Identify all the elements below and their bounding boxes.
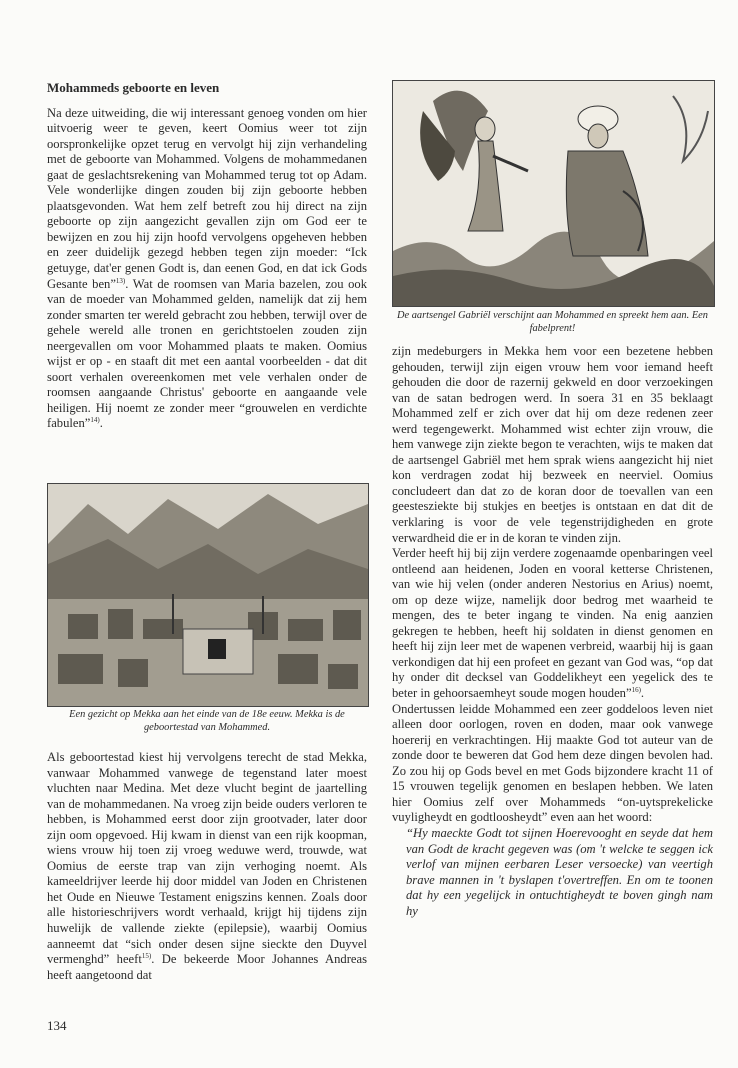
gabriel-caption: De aartsengel Gabriël verschijnt aan Mohammed en spreekt hem aan. Een fabelprent! [397, 310, 708, 334]
paragraph-life: Ondertussen leidde Mohammed een zeer goddeloos leven niet alleen door oorlogen, roven en doden, maar ook vanwege hoererij en verkrachtingen. Hij maakte God tot auteur van de zonde door te beweren dat God hem deze dingen bevolen had. Zo zou hij op Gods bevel en met Gods bijzondere kracht 11 of 15 vrouwen tegelijk genomen en beslapen hebben. We laten hier Oomius zelf over Mohammeds “on-uytsprekelicke vuyligheydt en godtloosheydt” even aan het woord: [392, 701, 713, 825]
quote-oomius: “Hy maeckte Godt tot sijnen Hoerevooght en seyde dat hem van Godt de kracht gegeven was (om 't welcke te seggen ick verlof van mijnen eerbaren Leser versoecke) van veertigh brave mannen in 't byslapen t'overtreffen. En om te toonen dat hy een yegelijck in ontuchtigheydt te boven gingh nam hy [406, 825, 713, 918]
paragraph-mekka: Als geboortestad kiest hij vervolgens terecht de stad Mekka, vanwaar Mohammed vanwege de tegenstand later moest vluchten naar Medina. Met deze vlucht begint de jaartelling van de mohammedanen. Na vroeg zijn beide ouders verloren te hebben, is Mohammed eerst door zijn grootvader, later door zijn oom opgevoed. Hij kwam in dienst van een rijk koopman, wiens vrouw hij toen zij vroeg weduwe werd, trouwde, wat Oomius de eerste trap van zijn verhoging noemt. Als kameeldrijver leerde hij door middel van Joden en Christenen het Oude en Nieuwe Testament enigszins kennen. Zoals door alle historieschrijvers wordt verhaald, krijgt hij tijdens zijn huwelijk de vallende ziekte (epilepsie), waarbij Oomius aanneemt dat “sich onder desen sijne sieckte den Duyvel vermenghd” heeft$^{15)}$. De bekeerde Moor Johannes Andreas heeft aangetoond dat [47, 750, 367, 982]
mekka-caption: Een gezicht op Mekka aan het einde van de 18e eeuw. Mekka is de geboortestad van Mohammed. [69, 709, 345, 733]
section-heading: Mohammeds geboorte en leven [47, 80, 220, 95]
gabriel-illustration [392, 80, 715, 307]
paragraph-illness: zijn medeburgers in Mekka hem voor een bezetene hebben gehouden, terwijl zijn eigen vrouw hem voor iemand heeft gehouden die door de razernij gekweld en door verzoekingen van de satan bedrogen werd. In soera 31 en 35 beklaagt Mohammed zelf er zich over dat hij om deze redenen zeer werd tegengewerkt. Mohammed wist echter zijn vrouw, die hem vanwege zijn ziekte begon te verachten, wijs te maken dat de aartsengel Gabriël met hem sprak wiens aangezicht hij niet kon verdragen zodat hij bezweek en neerviel. Oomius concludeert dan dat zo de koran door de toevallen van een geestesziekte bij stukjes en beetjes is ontstaan en dat dit de verklaring is voor de vele tegenstrijdigheden en grote verwardheid die er in de koran te vinden zijn. [392, 344, 713, 545]
right-column [392, 344, 713, 919]
page-number: 134 [47, 1018, 67, 1033]
footnote-ref: 13) [115, 276, 126, 285]
paragraph-birth: Na deze uitweiding, die wij interessant genoeg vonden om hier uitvoerig weer te geven, keert Oomius weer tot zijn oorspronkelijke opzet terug en vervolgt hij zijn verhandeling met de geboorte van Mohammed. Volgens de mohammedanen gaat de geslachtsrekening van Mohammed terug tot op Adam. Vele wonderlijke dingen zouden bij zijn geboorte hebben plaatsgevonden. Wat hem zelf betreft zou hij direct na zijn geboorte op zijn aangezicht gevallen zijn om God eer te bewijzen en zou hij zijn hoofd vervolgens opgeheven hebben en zeer duidelijk gezegd hebben tegen zijn moeder: “Ick getuyge, dat'er genen Godt is, dan eenen God, en dat ick Gods Gesante ben”$^{13)}$. Wat de roomsen van Maria bazelen, zou ook van de moeder van Mohammed gelden, namelijk dat zij hem zonder smarten ter wereld gebracht zou hebben, terwijl over de gehele wereld alle tronen en gerichtstoelen zouden zijn neergevallen om voor Mohammed plaats te maken. Oomius wijst er op - en staaft dit met een aantal voorbeelden - dat dit soort verhalen overeenkomen met vele verhalen onder de roomsen aangaande Christus' geboorte en aangaande vele heiligen. Hij noemt ze zonder meer “grouwelen en verdichte fabulen”$^{14)}$. [47, 105, 367, 431]
left-column-bottom [47, 750, 367, 983]
mekka-engraving [47, 483, 369, 707]
footnote-ref: 16) [631, 685, 641, 694]
left-column-top [47, 80, 367, 432]
footnote-ref: 14) [90, 416, 100, 425]
paragraph-revelations: Verder heeft hij bij zijn verdere zogenaamde openbaringen veel ontleend aan heidenen, Joden en vooral ketterse Christenen, van wie hij velen (onder anderen Nestorius en Arius) noemt, om op deze wijze, namelijk door bedrog met waarheid te mengen, des te beter ingang te vinden. Na enig aanzien gekregen te hebben, heeft hij soldaten in dienst genomen en heeft hij zijn leer met de wapenen verbreid, waarbij hij is gaan verkondigen dat hij een profeet en gezant van God was, “op dat hy onder dit decksel van Goddelikheyt een yegelick des te beter in gehoorsaemheyt soude mogen houden”$^{16)}$. [392, 546, 713, 701]
footnote-ref: 15) [141, 951, 152, 960]
